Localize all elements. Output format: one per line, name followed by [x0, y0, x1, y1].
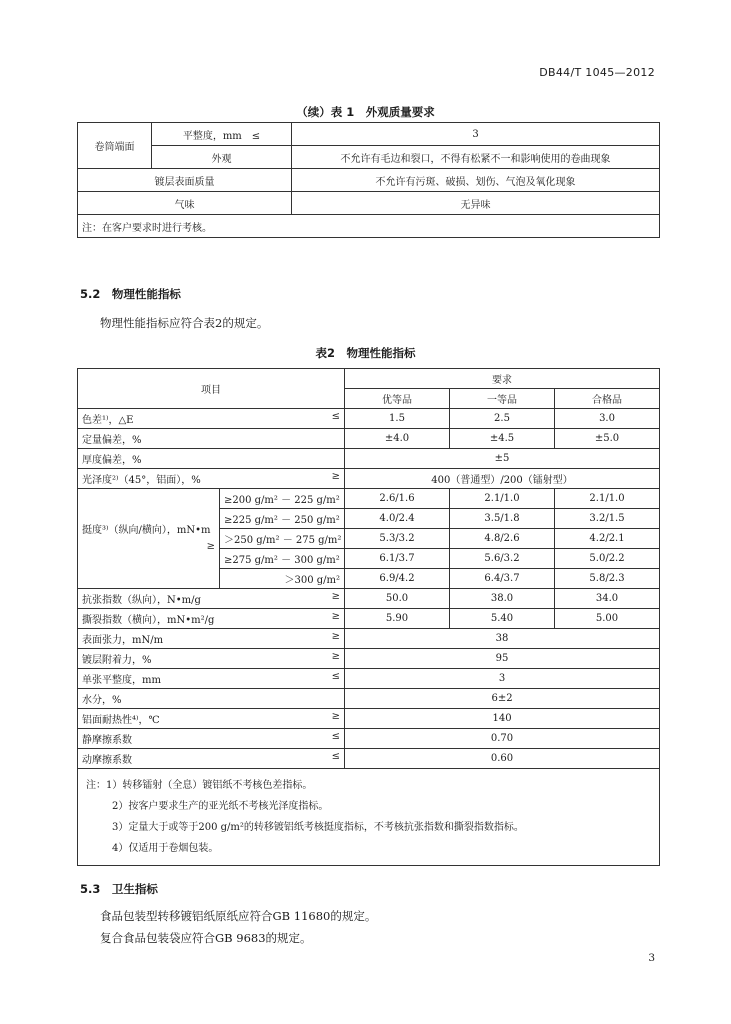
- table1-caption: （续）表 1 外观质量要求: [296, 105, 435, 119]
- table2-header-requirement: 要求: [345, 369, 660, 389]
- cell-value: 38.0: [450, 589, 555, 609]
- cell-value-merged: 38: [345, 629, 660, 649]
- cell-value: 2.1/1.0: [450, 489, 555, 509]
- table2-note: 2）按客户要求生产的亚光纸不考核光泽度指标。: [112, 801, 329, 812]
- cell-value: 5.90: [345, 609, 450, 629]
- cell-value: 5.3/3.2: [345, 529, 450, 549]
- table-row: [78, 169, 660, 192]
- cell-value: 50.0: [345, 589, 450, 609]
- cell-value: 5.8/2.3: [555, 569, 660, 589]
- cell-value-merged: 6±2: [345, 689, 660, 709]
- row-label: 光泽度²⁾（45°，铝面），%: [82, 475, 201, 486]
- section-5-2-text: 物理性能指标应符合表2的规定。: [100, 316, 269, 330]
- stiffness-range: ≥275 g/m² － 300 g/m²: [220, 549, 345, 569]
- row-symbol: ≤: [331, 751, 340, 762]
- cell-value-merged: 140: [345, 709, 660, 729]
- section-5-3-line: 食品包装型转移镀铝纸原纸应符合GB 11680的规定。: [100, 909, 377, 923]
- table2-header-grade: 合格品: [555, 389, 660, 409]
- table-row: [78, 589, 660, 609]
- table-row: [78, 709, 660, 729]
- table1-row-value: 不允许有污斑、破损、划伤、气泡及氧化现象: [292, 169, 660, 192]
- cell-value: 6.1/3.7: [345, 549, 450, 569]
- row-label: 动摩擦系数: [82, 755, 132, 766]
- table-row: [78, 749, 660, 769]
- cell-value: 2.6/1.6: [345, 489, 450, 509]
- row-label: 单张平整度，mm: [82, 675, 161, 686]
- row-label: 厚度偏差，%: [82, 455, 142, 466]
- table2-note: 4）仅适用于卷烟包装。: [112, 843, 219, 854]
- cell-value: 4.0/2.4: [345, 509, 450, 529]
- cell-value: 4.8/2.6: [450, 529, 555, 549]
- stiffness-label-cell: [78, 489, 220, 589]
- row-label: 表面张力，mN/m: [82, 635, 164, 646]
- table2-header-item: 项目: [78, 369, 345, 409]
- row-symbol: ≥: [331, 591, 340, 602]
- table2-notes: [78, 769, 660, 866]
- section-5-2-heading: 5.2 物理性能指标: [80, 287, 181, 301]
- page-number: 3: [648, 952, 655, 964]
- cell-value: 3.5/1.8: [450, 509, 555, 529]
- cell-value: 6.4/3.7: [450, 569, 555, 589]
- table1-note: 注：在客户要求时进行考核。: [78, 215, 660, 238]
- row-symbol: ≤: [331, 411, 340, 422]
- table1-row-label: 外观: [152, 146, 292, 169]
- table-row: [78, 689, 660, 709]
- cell-value: 4.2/2.1: [555, 529, 660, 549]
- table1-row-value: 3: [292, 123, 660, 146]
- table1-row-value: 无异味: [292, 192, 660, 215]
- row-symbol: ≥: [331, 611, 340, 622]
- table-row: [78, 192, 660, 215]
- stiffness-range: ＞300 g/m²: [220, 569, 345, 589]
- cell-value: 3.0: [555, 409, 660, 429]
- table-row: [78, 629, 660, 649]
- row-label: 挺度³⁾（纵向/横向），mN•m: [82, 524, 211, 536]
- cell-value: 3.2/1.5: [555, 509, 660, 529]
- table1-appearance-quality: [77, 122, 660, 238]
- document-code: DB44/T 1045—2012: [539, 66, 655, 79]
- row-label: 定量偏差，%: [82, 435, 142, 446]
- table1-group-label: 卷筒端面: [78, 123, 152, 169]
- table2-caption: 表2 物理性能指标: [315, 346, 416, 360]
- table-row: [78, 449, 660, 469]
- cell-value: 2.5: [450, 409, 555, 429]
- cell-value-merged: 95: [345, 649, 660, 669]
- cell-value: ±4.0: [345, 429, 450, 449]
- cell-value: 34.0: [555, 589, 660, 609]
- table-row: [78, 669, 660, 689]
- row-label: 水分，%: [82, 695, 122, 706]
- table1-row-label: 平整度，mm ≤: [152, 123, 292, 146]
- cell-value: ±5.0: [555, 429, 660, 449]
- row-label: 铝面耐热性⁴⁾，℃: [82, 715, 160, 726]
- table-row: [78, 429, 660, 449]
- cell-value-merged: 0.70: [345, 729, 660, 749]
- row-label: 抗张指数（纵向），N•m/g: [82, 595, 201, 606]
- table-row: [78, 769, 660, 866]
- table2-note: 注：1）转移镭射（全息）镀铝纸不考核色差指标。: [86, 780, 313, 791]
- cell-value-merged: 3: [345, 669, 660, 689]
- stiffness-range: ≥200 g/m² － 225 g/m²: [220, 489, 345, 509]
- table-row: [78, 215, 660, 238]
- cell-value-merged: ±5: [345, 449, 660, 469]
- row-symbol: ≥: [331, 711, 340, 722]
- row-label: 撕裂指数（横向），mN•m²/g: [82, 615, 215, 626]
- table2-note: 3）定量大于或等于200 g/m²的转移镀铝纸考核挺度指标，不考核抗张指数和撕裂指数指标。: [112, 822, 524, 833]
- row-label: 镀层附着力，%: [82, 655, 152, 666]
- table-row: [78, 729, 660, 749]
- section-5-3-heading: 5.3 卫生指标: [80, 882, 158, 896]
- row-label: 色差¹⁾，△E: [82, 415, 134, 426]
- table1-row-value: 不允许有毛边和裂口，不得有松紧不一和影响使用的卷曲现象: [292, 146, 660, 169]
- table1-row-label: 镀层表面质量: [78, 169, 292, 192]
- cell-value-merged: 400（普通型）/200（镭射型）: [345, 469, 660, 489]
- cell-value: 2.1/1.0: [555, 489, 660, 509]
- row-symbol: ≥: [206, 540, 215, 552]
- table-row: [78, 469, 660, 489]
- stiffness-range: ＞250 g/m² － 275 g/m²: [220, 529, 345, 549]
- table2-header-grade: 一等品: [450, 389, 555, 409]
- cell-value-merged: 0.60: [345, 749, 660, 769]
- table-row: [78, 123, 660, 146]
- row-symbol: ≥: [331, 651, 340, 662]
- table-row: [78, 409, 660, 429]
- row-symbol: ≤: [331, 731, 340, 742]
- row-symbol: ≥: [331, 471, 340, 482]
- cell-value: 5.00: [555, 609, 660, 629]
- cell-value: 5.40: [450, 609, 555, 629]
- table2-physical-properties: [77, 368, 660, 866]
- section-5-3-line: 复合食品包装袋应符合GB 9683的规定。: [100, 931, 312, 945]
- table-header-row: [78, 369, 660, 389]
- cell-value: 5.6/3.2: [450, 549, 555, 569]
- stiffness-range: ≥225 g/m² － 250 g/m²: [220, 509, 345, 529]
- cell-value: 6.9/4.2: [345, 569, 450, 589]
- cell-value: 5.0/2.2: [555, 549, 660, 569]
- cell-value: ±4.5: [450, 429, 555, 449]
- table-row: [78, 489, 660, 509]
- row-symbol: ≤: [331, 671, 340, 682]
- cell-value: 1.5: [345, 409, 450, 429]
- table2-header-grade: 优等品: [345, 389, 450, 409]
- table-row: [78, 649, 660, 669]
- table1-row-label: 气味: [78, 192, 292, 215]
- table-row: [78, 146, 660, 169]
- row-symbol: ≥: [331, 631, 340, 642]
- table-row: [78, 609, 660, 629]
- row-label: 静摩擦系数: [82, 735, 132, 746]
